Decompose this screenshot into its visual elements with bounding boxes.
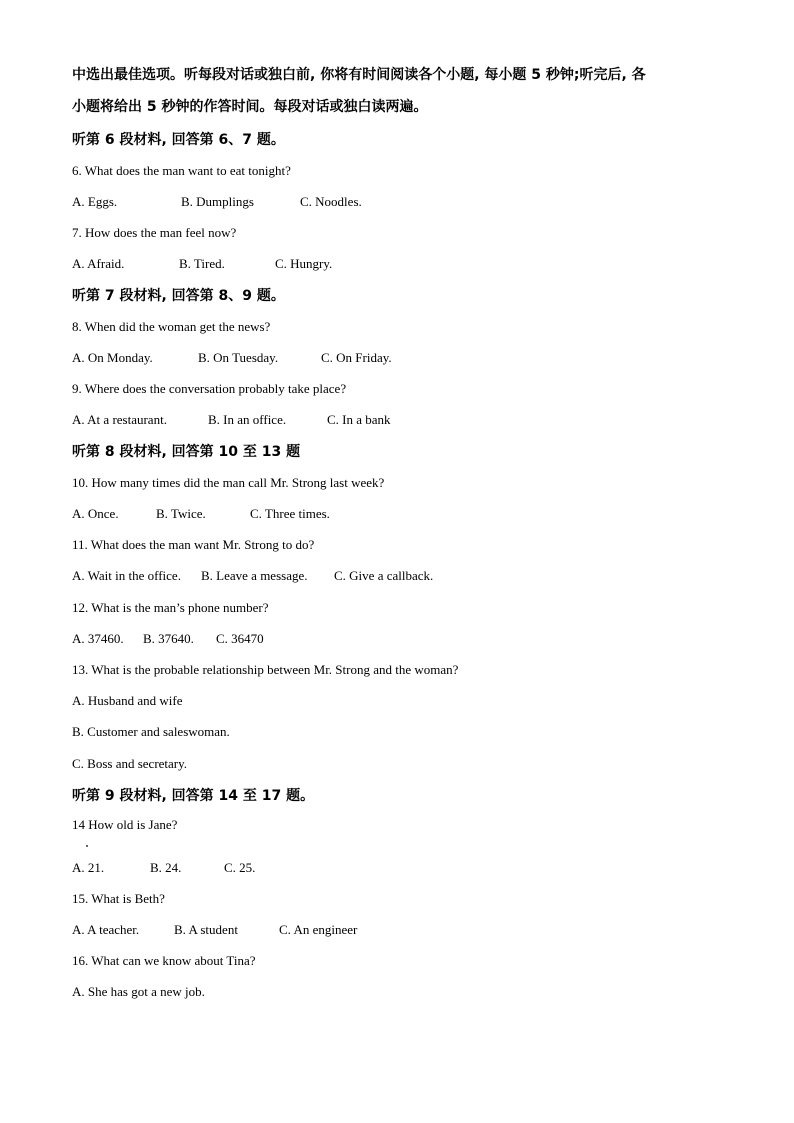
option-c: C. Give a callback. — [334, 568, 434, 583]
option-c: C. 25. — [224, 860, 256, 875]
option-b: B. A student — [174, 922, 238, 937]
option-b: B. 37640. — [143, 631, 194, 646]
question-10: 10. How many times did the man call Mr. Strong last week? — [72, 475, 385, 490]
option-b: B. Leave a message. — [201, 568, 308, 583]
option-b: B. In an office. — [208, 412, 287, 427]
question-11-options — [72, 568, 433, 584]
option-c: C. Hungry. — [275, 256, 333, 271]
section-7-heading: 听第 7 段材料, 回答第 8、9 题。 — [72, 288, 285, 304]
question-6: 6. What does the man want to eat tonight? — [72, 163, 291, 178]
question-12-options — [72, 631, 264, 647]
question-13: 13. What is the probable relationship between Mr. Strong and the woman? — [72, 662, 459, 677]
question-10-options — [72, 506, 330, 522]
question-14-options — [72, 860, 255, 876]
option-b: B. 24. — [150, 860, 182, 875]
section-8-heading: 听第 8 段材料, 回答第 10 至 13 题 — [72, 444, 301, 460]
option-a: A. 37460. — [72, 631, 124, 646]
question-8: 8. When did the woman get the news? — [72, 319, 271, 334]
question-13-option-a: A. Husband and wife — [72, 693, 183, 708]
section-6-heading: 听第 6 段材料, 回答第 6、7 题。 — [72, 132, 285, 148]
question-8-options — [72, 350, 392, 366]
option-a: A. A teacher. — [72, 922, 140, 937]
question-6-options — [72, 194, 362, 210]
option-b: B. Dumplings — [181, 194, 254, 209]
question-15-options — [72, 922, 357, 938]
question-15: 15. What is Beth? — [72, 891, 165, 906]
stray-dot-mark — [86, 845, 88, 847]
option-a: A. Afraid. — [72, 256, 125, 271]
option-b: B. On Tuesday. — [198, 350, 279, 365]
option-a: A. Once. — [72, 506, 119, 521]
option-a: A. On Monday. — [72, 350, 153, 365]
option-b: B. Twice. — [156, 506, 206, 521]
question-7-options — [72, 256, 332, 272]
question-16-option-a: A. She has got a new job. — [72, 984, 205, 999]
option-a: A. 21. — [72, 860, 105, 875]
option-c: C. An engineer — [279, 922, 358, 937]
question-13-option-b: B. Customer and saleswoman. — [72, 724, 230, 739]
option-a: A. Eggs. — [72, 194, 118, 209]
section-9-heading: 听第 9 段材料, 回答第 14 至 17 题。 — [72, 788, 315, 804]
intro-line-1: 中选出最佳选项。听每段对话或独白前, 你将有时间阅读各个小题, 每小题 5 秒钟;听完后, 各 — [72, 67, 646, 83]
question-11: 11. What does the man want Mr. Strong to do? — [72, 537, 315, 552]
option-a: A. Wait in the office. — [72, 568, 181, 583]
option-a: A. At a restaurant. — [72, 412, 167, 427]
option-c: C. In a bank — [327, 412, 391, 427]
question-12: 12. What is the man’s phone number? — [72, 600, 269, 615]
option-c: C. 36470 — [216, 631, 264, 646]
option-c: C. Noodles. — [300, 194, 362, 209]
question-16: 16. What can we know about Tina? — [72, 953, 256, 968]
option-c: C. On Friday. — [321, 350, 392, 365]
intro-line-2: 小题将给出 5 秒钟的作答时间。每段对话或独白读两遍。 — [72, 99, 428, 115]
question-7: 7. How does the man feel now? — [72, 225, 237, 240]
question-13-option-c: C. Boss and secretary. — [72, 756, 188, 771]
option-c: C. Three times. — [250, 506, 330, 521]
question-9: 9. Where does the conversation probably take place? — [72, 381, 347, 396]
question-9-options — [72, 412, 391, 428]
option-b: B. Tired. — [179, 256, 225, 271]
question-14: 14 How old is Jane? — [72, 817, 178, 832]
